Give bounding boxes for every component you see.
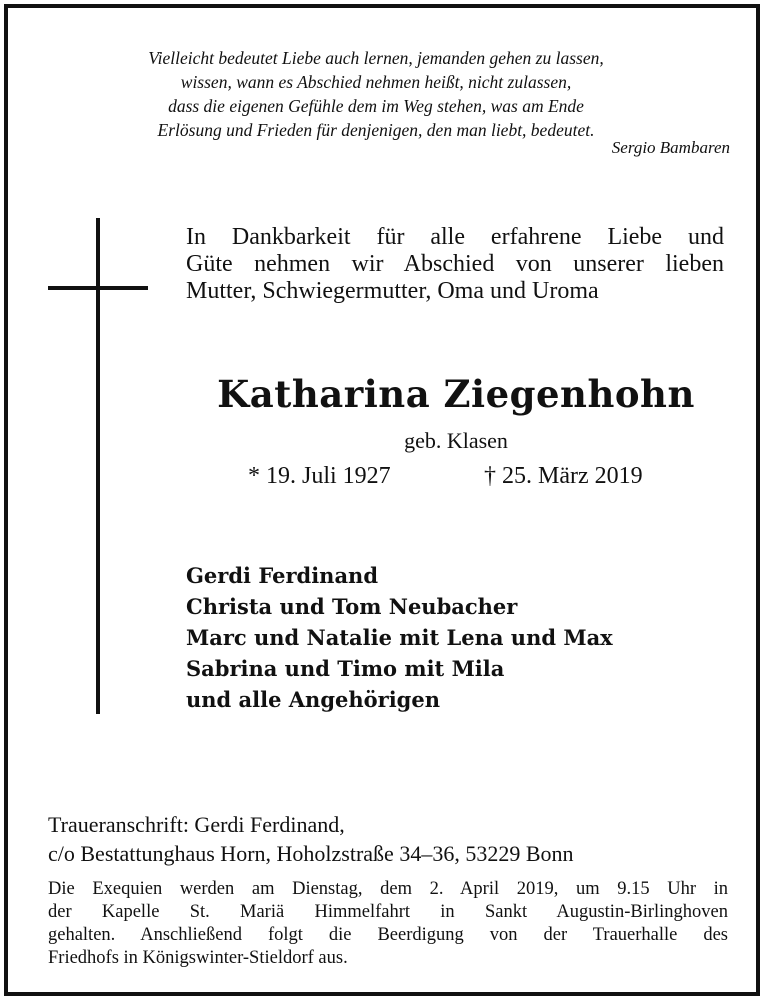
quote-block [48, 46, 704, 142]
cross-icon [96, 218, 100, 714]
cross-icon-bar [48, 286, 148, 290]
quote-author: Sergio Bambaren [611, 138, 730, 157]
maiden-name: geb. Klasen [404, 428, 508, 453]
mourner: Marc und Natalie mit Lena und Max [186, 625, 613, 650]
exequies-line: Friedhofs in Königswinter-Stieldorf aus. [48, 948, 348, 968]
mourners-list [186, 560, 613, 715]
exequies-line: Die Exequien werden am Dienstag, dem 2. April 2019, um 9.15 Uhr in [48, 879, 728, 899]
birth-date: * 19. Juli 1927 [248, 463, 391, 489]
intro-line: In Dankbarkeit für alle erfahrene Liebe und [186, 224, 724, 250]
quote-line: Erlösung und Frieden für denjenigen, den man liebt, bedeutet. [157, 120, 595, 140]
quote-line: Vielleicht bedeutet Liebe auch lernen, jemanden gehen zu lassen, [148, 48, 604, 68]
quote-line: dass die eigenen Gefühle dem im Weg stehen, was am Ende [168, 96, 584, 116]
mourner: und alle Angehörigen [186, 687, 440, 712]
obituary-frame [4, 4, 760, 996]
death-date: † 25. März 2019 [484, 463, 643, 489]
deceased-name: Katharina Ziegenhohn [217, 372, 695, 416]
exequies-notice [48, 878, 728, 970]
exequies-line: gehalten. Anschließend folgt die Beerdigung von der Trauerhalle des [48, 925, 728, 945]
address-line: c/o Bestattunghaus Horn, Hoholzstraße 34–36, 53229 Bonn [48, 841, 574, 866]
mourner: Christa und Tom Neubacher [186, 594, 518, 619]
mourner: Gerdi Ferdinand [186, 563, 379, 588]
address-line: Traueranschrift: Gerdi Ferdinand, [48, 812, 345, 837]
mourner: Sabrina und Timo mit Mila [186, 656, 505, 681]
intro-line: Mutter, Schwiegermutter, Oma und Uroma [186, 278, 599, 304]
mourning-address [48, 810, 728, 868]
quote-line: wissen, wann es Abschied nehmen heißt, nicht zulassen, [180, 72, 572, 92]
intro-text [186, 224, 724, 305]
intro-line: Güte nehmen wir Abschied von unserer lieben [186, 251, 724, 277]
exequies-line: der Kapelle St. Mariä Himmelfahrt in Sankt Augustin-Birlinghoven [48, 902, 728, 922]
